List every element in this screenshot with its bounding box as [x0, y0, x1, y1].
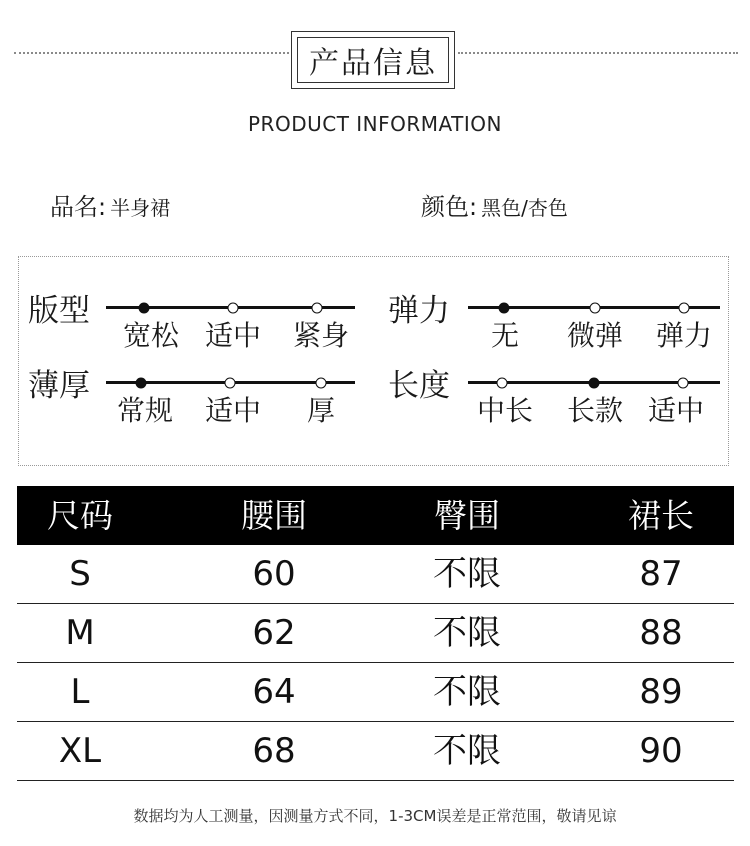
hip-cell: 不限: [433, 613, 501, 653]
waist-cell: 68: [252, 731, 296, 771]
table-row: [17, 604, 734, 663]
product-color-field: [421, 187, 568, 222]
option-marker-length: [497, 377, 508, 388]
product-name-value: 半身裙: [110, 196, 171, 220]
column-header-length: 裙长: [628, 496, 694, 535]
product-color-label: 颜色:: [421, 193, 478, 221]
size-cell: XL: [58, 731, 102, 771]
option-label-length: 中长: [476, 394, 534, 427]
size-cell: S: [69, 554, 91, 594]
table-row: [17, 545, 734, 604]
product-name-label: 品名:: [50, 193, 107, 221]
option-label-elasticity: 弹力: [655, 319, 713, 352]
attribute-panel: [18, 256, 729, 466]
product-name-field: [50, 187, 170, 222]
option-label-thickness: 常规: [116, 394, 174, 427]
option-label-length: 适中: [647, 394, 705, 427]
page-title: 产品信息: [297, 37, 449, 83]
attribute-name-fit: 版型: [28, 293, 90, 329]
selected-marker-elasticity: [499, 302, 510, 313]
title-frame: [291, 31, 455, 89]
measurement-note: 数据均为人工测量，因测量方式不同，1-3CM误差是正常范围，敬请见谅: [133, 807, 617, 825]
waist-cell: 60: [252, 554, 296, 594]
product-color-value: 黑色/杏色: [481, 196, 568, 220]
attribute-name-length: 长度: [388, 368, 450, 404]
page-subtitle: PRODUCT INFORMATION: [248, 112, 502, 136]
hip-cell: 不限: [433, 731, 501, 771]
option-marker-thickness: [316, 377, 327, 388]
option-marker-thickness: [225, 377, 236, 388]
table-row: [17, 722, 734, 781]
selected-marker-length: [589, 377, 600, 388]
table-row: [17, 663, 734, 722]
column-header-waist: 腰围: [241, 496, 307, 535]
option-label-fit: 适中: [204, 319, 262, 352]
column-header-hip: 臀围: [434, 496, 500, 535]
length-cell: 88: [639, 613, 683, 653]
attribute-name-thickness: 薄厚: [28, 368, 90, 404]
length-cell: 87: [639, 554, 683, 594]
column-header-size: 尺码: [47, 496, 113, 535]
option-label-thickness: 厚: [306, 394, 336, 427]
size-cell: M: [65, 613, 95, 653]
option-marker-fit: [228, 302, 239, 313]
selected-marker-fit: [139, 302, 150, 313]
option-marker-elasticity: [590, 302, 601, 313]
waist-cell: 62: [252, 613, 296, 653]
waist-cell: 64: [252, 672, 296, 712]
option-label-elasticity: 无: [490, 319, 520, 352]
option-label-fit: 宽松: [122, 319, 180, 352]
hip-cell: 不限: [433, 554, 501, 594]
length-cell: 90: [639, 731, 683, 771]
size-cell: L: [70, 672, 90, 712]
header-divider-left: [14, 52, 289, 54]
size-table-header: [17, 486, 734, 545]
option-label-elasticity: 微弹: [566, 319, 624, 352]
length-cell: 89: [639, 672, 683, 712]
option-marker-fit: [312, 302, 323, 313]
attribute-name-elasticity: 弹力: [388, 293, 450, 329]
selected-marker-thickness: [136, 377, 147, 388]
option-marker-length: [678, 377, 689, 388]
header-divider-right: [458, 52, 738, 54]
option-label-length: 长款: [566, 394, 624, 427]
option-marker-elasticity: [679, 302, 690, 313]
option-label-thickness: 适中: [204, 394, 262, 427]
option-label-fit: 紧身: [292, 319, 350, 352]
hip-cell: 不限: [433, 672, 501, 712]
